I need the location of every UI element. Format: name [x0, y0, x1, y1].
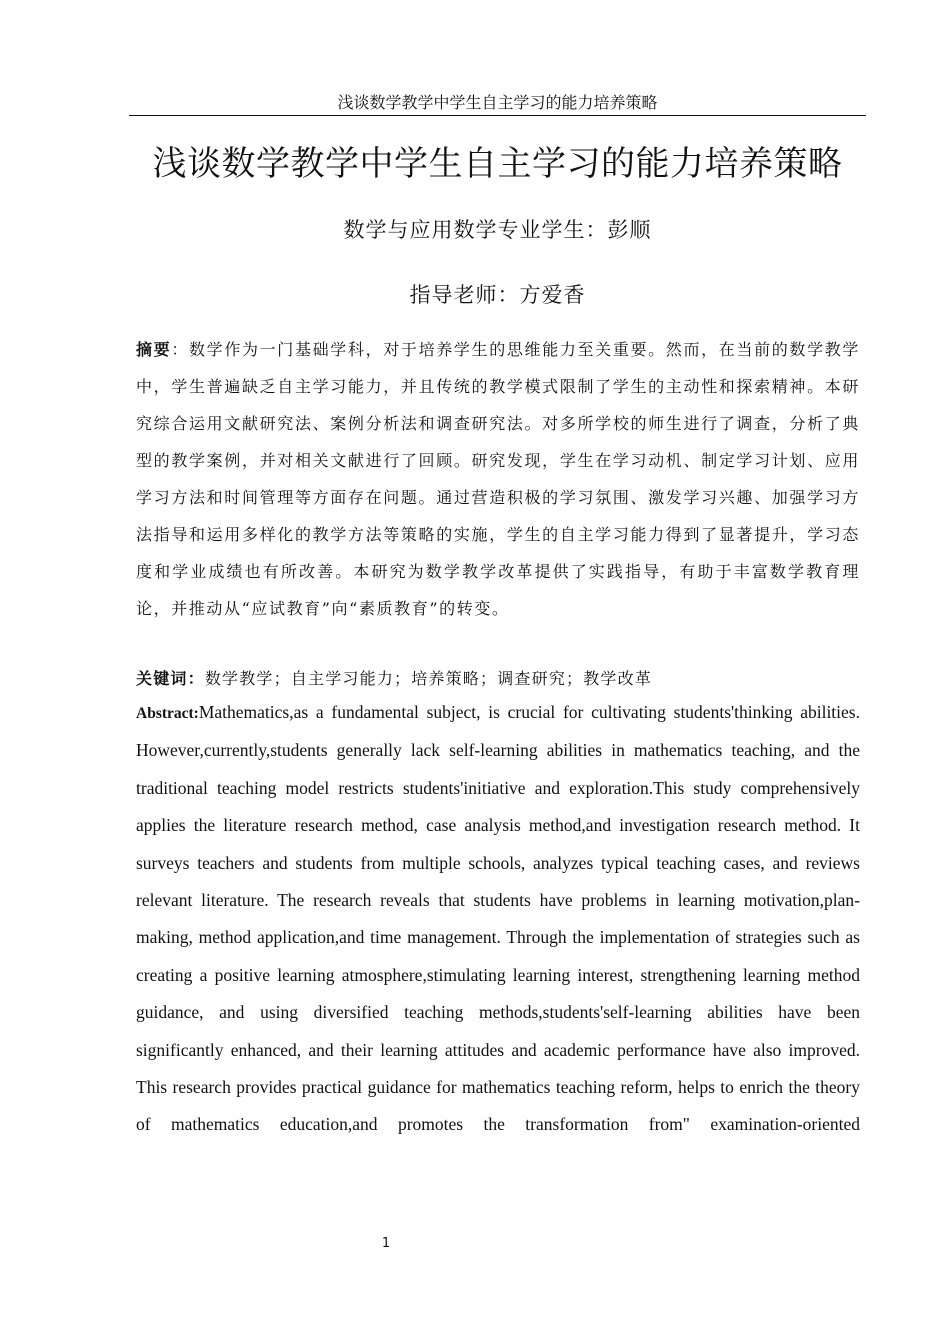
- chinese-keywords: [136, 664, 860, 694]
- english-abstract-text: Mathematics,as a fundamental subject, is crucial for cultivating students'thinking abilities. However,currently,students generally lack self-learning abilities in mathematics teaching, and the traditional teaching model restricts students'initiative and exploration.This study comprehensively applies the literature research method, case analysis method,and investigation research method. It surveys teachers and students from multiple schools, analyzes typical teaching cases, and reviews relevant literature. The research reveals that students have problems in learning motivation,plan-making, method application,and time management. Through the implementation of strategies such as creating a positive learning atmosphere,stimulating learning interest, strengthening learning method guidance, and using diversified teaching methods,students'self-learning abilities have been significantly enhanced, and their learning attitudes and academic performance have also improved. This research provides practical guidance for mathematics teaching reform, helps to enrich the theory of mathematics education,and promotes the transformation from" examination-oriented: [136, 702, 860, 1135]
- header-rule: [129, 115, 866, 116]
- chinese-abstract-label: 摘要: [136, 340, 172, 359]
- english-abstract: [136, 694, 860, 1144]
- chinese-abstract-separator: ：: [171, 340, 189, 359]
- chinese-abstract-text: 数学作为一门基础学科，对于培养学生的思维能力至关重要。然而，在当前的数学教学中，学生普遍缺乏自主学习能力，并且传统的教学模式限制了学生的主动性和探索精神。本研究综合运用文献研究法、案例分析法和调查研究法。对多所学校的师生进行了调查，分析了典型的教学案例，并对相关文献进行了回顾。研究发现，学生在学习动机、制定学习计划、应用学习方法和时间管理等方面存在问题。通过营造积极的学习氛围、激发学习兴趣、加强学习方法指导和运用多样化的教学方法等策略的实施，学生的自主学习能力得到了显著提升，学习态度和学业成绩也有所改善。本研究为数学教学改革提供了实践指导，有助于丰富数学教育理论，并推动从“应试教育”向“素质教育”的转变。: [136, 340, 860, 618]
- english-abstract-label: Abstract:: [136, 705, 199, 722]
- advisor-line: 指导老师：方爱香: [409, 283, 586, 307]
- page-title: 浅谈数学教学中学生自主学习的能力培养策略: [152, 144, 843, 184]
- chinese-keywords-text: 数学教学；自主学习能力；培养策略；调查研究；教学改革: [204, 669, 653, 688]
- chinese-abstract: [136, 331, 860, 627]
- author-line: 数学与应用数学专业学生：彭顺: [343, 218, 652, 242]
- running-header: 浅谈数学教学中学生自主学习的能力培养策略: [337, 93, 658, 112]
- chinese-keywords-label: 关键词：: [136, 669, 205, 688]
- page-number: 1: [381, 1236, 391, 1251]
